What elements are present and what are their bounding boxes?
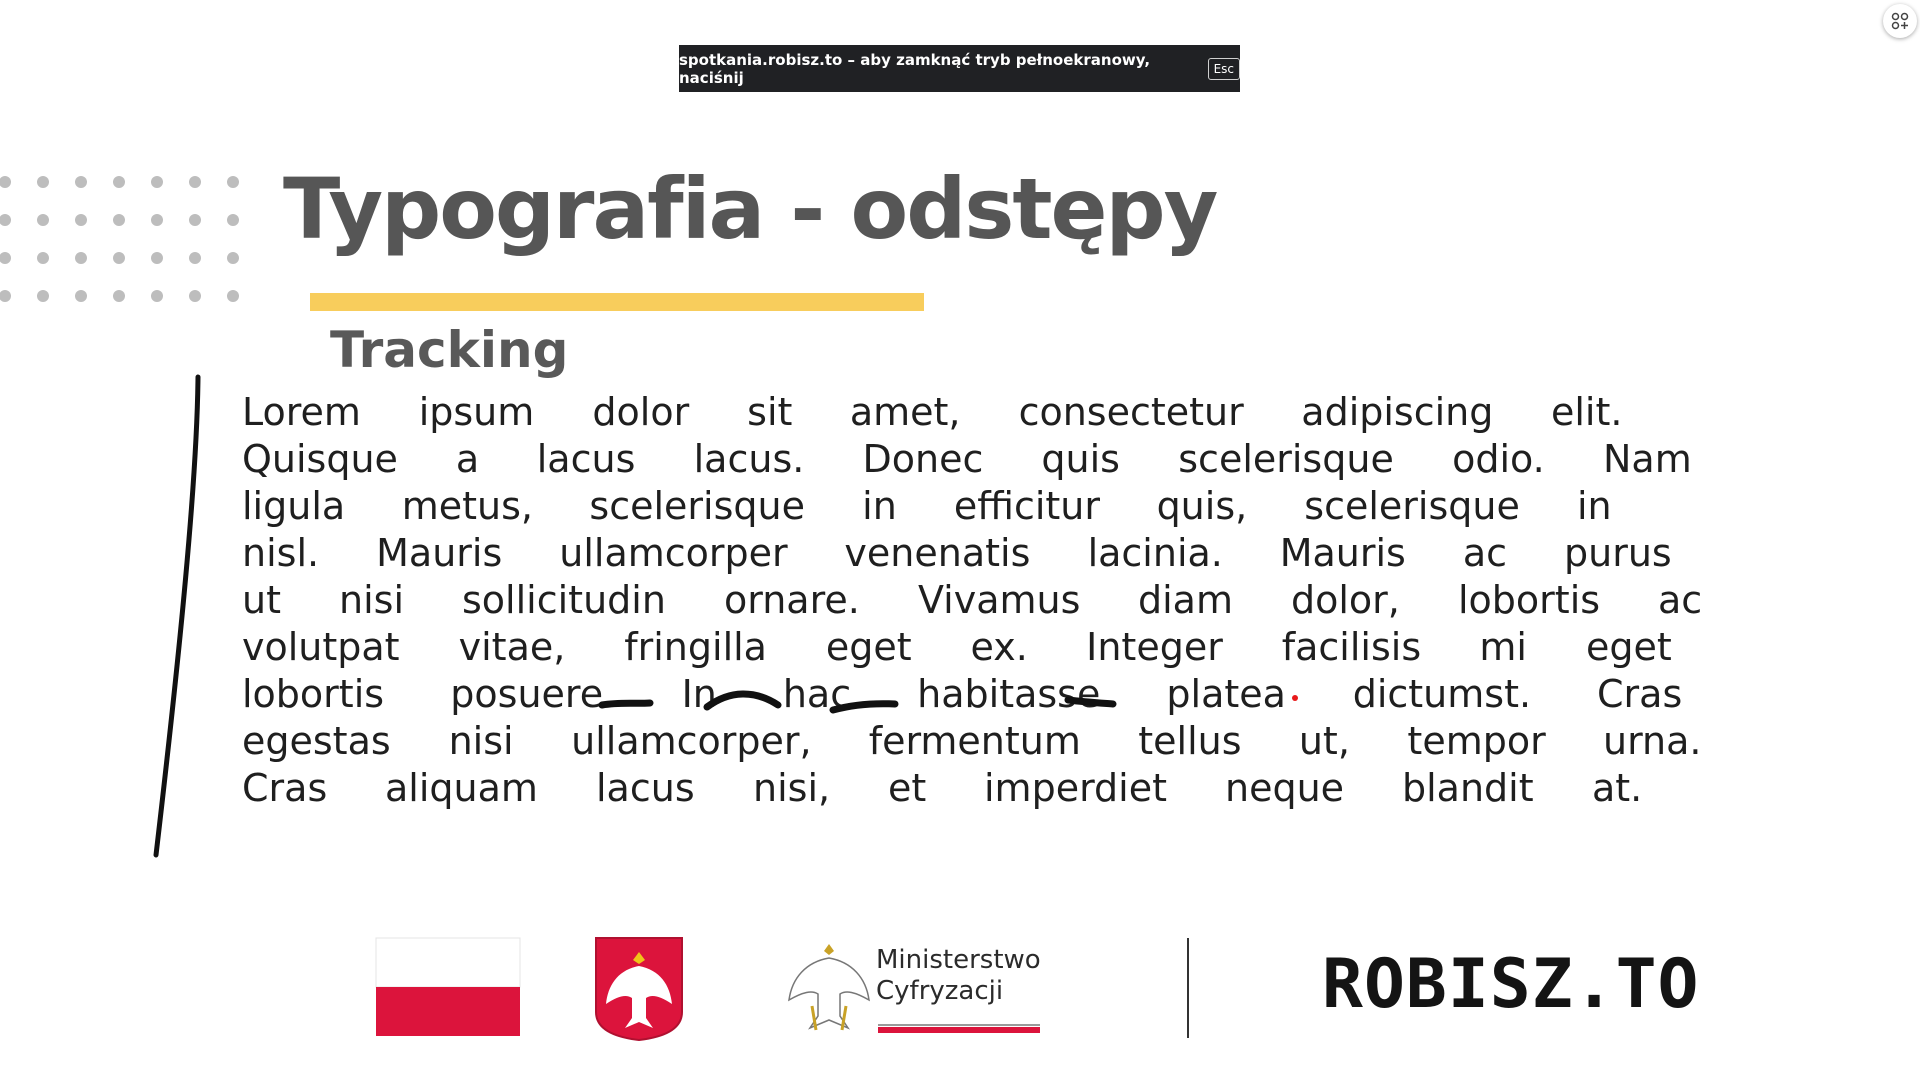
paragraph-word: ac: [1462, 531, 1508, 575]
paragraph-word: diam: [1138, 578, 1233, 622]
paragraph-word: aliquam: [385, 766, 538, 810]
paragraph-word: sit: [747, 390, 793, 434]
paragraph-word: dolor,: [1291, 578, 1400, 622]
paragraph-word: metus,: [401, 484, 533, 528]
paragraph-word: Cras: [1597, 672, 1683, 716]
paragraph-word: et: [888, 766, 927, 810]
ministry-name-line1: Ministerstwo: [876, 945, 1041, 975]
paragraph-word: ac: [1658, 578, 1703, 622]
paragraph-word: eget: [1586, 625, 1672, 669]
paragraph-word: ut: [242, 578, 281, 622]
coat-of-arms-icon: [596, 938, 682, 1040]
paragraph-word: adipiscing: [1301, 390, 1494, 434]
paragraph-word: a: [455, 437, 480, 481]
paragraph-word: amet,: [849, 390, 961, 434]
paragraph-word: ligula: [242, 484, 346, 528]
paragraph-word: ut,: [1298, 719, 1350, 763]
paragraph-word: lobortis: [1458, 578, 1601, 622]
paragraph-word: efficitur: [953, 484, 1101, 528]
paragraph-word: habitasse: [917, 672, 1101, 716]
paragraph-word: scelerisque: [1178, 437, 1394, 481]
paragraph-word: posuere.: [450, 672, 616, 716]
paragraph-word: facilisis: [1281, 625, 1422, 669]
footer-divider: [1187, 938, 1189, 1038]
polish-flag-icon: [376, 938, 520, 1036]
paragraph-word: Vivamus: [918, 578, 1081, 622]
paragraph-word: elit.: [1551, 390, 1623, 434]
paragraph-word: blandit: [1402, 766, 1534, 810]
paragraph-word: Quisque: [242, 437, 398, 481]
paragraph-word: Mauris: [1279, 531, 1406, 575]
ministry-name: [876, 945, 1041, 1007]
paragraph-word: at.: [1592, 766, 1643, 810]
esc-key-badge: Esc: [1208, 58, 1240, 80]
paragraph-word: lacus: [596, 766, 695, 810]
paragraph-word: scelerisque: [589, 484, 805, 528]
paragraph-word: lacus.: [693, 437, 805, 481]
paragraph-word: nisl.: [242, 531, 320, 575]
paragraph-word: lobortis: [242, 672, 385, 716]
paragraph-word: neque: [1225, 766, 1345, 810]
robisz-logo: ROBISZ.TO: [1322, 945, 1700, 1024]
paragraph-word: hac: [782, 672, 852, 716]
fullscreen-notice-text: spotkania.robisz.to – aby zamknąć tryb pełnoekranowy, naciśnij: [679, 50, 1151, 87]
paragraph-word: Mauris: [376, 531, 503, 575]
paragraph-word: ex.: [970, 625, 1028, 669]
paragraph-word: vitae,: [458, 625, 566, 669]
paragraph-word: quis: [1041, 437, 1120, 481]
paragraph-word: in: [862, 484, 897, 528]
paragraph-word: platea: [1166, 672, 1286, 716]
ministry-stripe: [878, 1024, 1040, 1033]
paragraph-word: volutpat: [242, 625, 400, 669]
paragraph-word: scelerisque: [1304, 484, 1520, 528]
paragraph-word: ullamcorper: [559, 531, 788, 575]
paragraph-word: Donec: [862, 437, 984, 481]
paragraph-word: nisi,: [753, 766, 831, 810]
paragraph-word: odio.: [1452, 437, 1545, 481]
paragraph-word: dolor: [592, 390, 690, 434]
slide-subtitle: Tracking: [330, 321, 569, 379]
paragraph-word: quis,: [1156, 484, 1248, 528]
paragraph-word: Nam: [1603, 437, 1692, 481]
paragraph-word: tellus: [1138, 719, 1242, 763]
paragraph-word: sollicitudin: [462, 578, 666, 622]
ministry-name-line2: Cyfryzacji: [876, 976, 1004, 1006]
paragraph-word: venenatis: [844, 531, 1031, 575]
paragraph-word: In: [681, 672, 717, 716]
paragraph-word: egestas: [242, 719, 391, 763]
paragraph-word: fringilla: [624, 625, 767, 669]
paragraph-word: ullamcorper,: [571, 719, 812, 763]
paragraph-word: nisi: [339, 578, 404, 622]
slide-title: Typografia - odstępy: [283, 160, 1217, 258]
paragraph-word: ipsum: [418, 390, 535, 434]
paragraph-word: Lorem: [242, 390, 361, 434]
paragraph-word: lacinia.: [1087, 531, 1223, 575]
paragraph-word: eget: [825, 625, 912, 669]
paragraph-word: mi: [1479, 625, 1527, 669]
paragraph-word: ornare.: [724, 578, 860, 622]
paragraph-word: in: [1577, 484, 1612, 528]
paragraph-word: urna.: [1603, 719, 1702, 763]
paragraph-word: imperdiet: [984, 766, 1167, 810]
paragraph-word: Cras: [242, 766, 328, 810]
paragraph-word: Integer: [1086, 625, 1223, 669]
paragraph-word: dictumst.: [1352, 672, 1532, 716]
ministry-eagle-icon: [789, 944, 869, 1030]
paragraph-word: nisi: [448, 719, 514, 763]
paragraph-word: purus: [1564, 531, 1672, 575]
paragraph-word: lacus: [536, 437, 636, 481]
paragraph-word: fermentum: [868, 719, 1081, 763]
paragraph-word: consectetur: [1018, 390, 1244, 434]
paragraph-word: tempor: [1407, 719, 1546, 763]
